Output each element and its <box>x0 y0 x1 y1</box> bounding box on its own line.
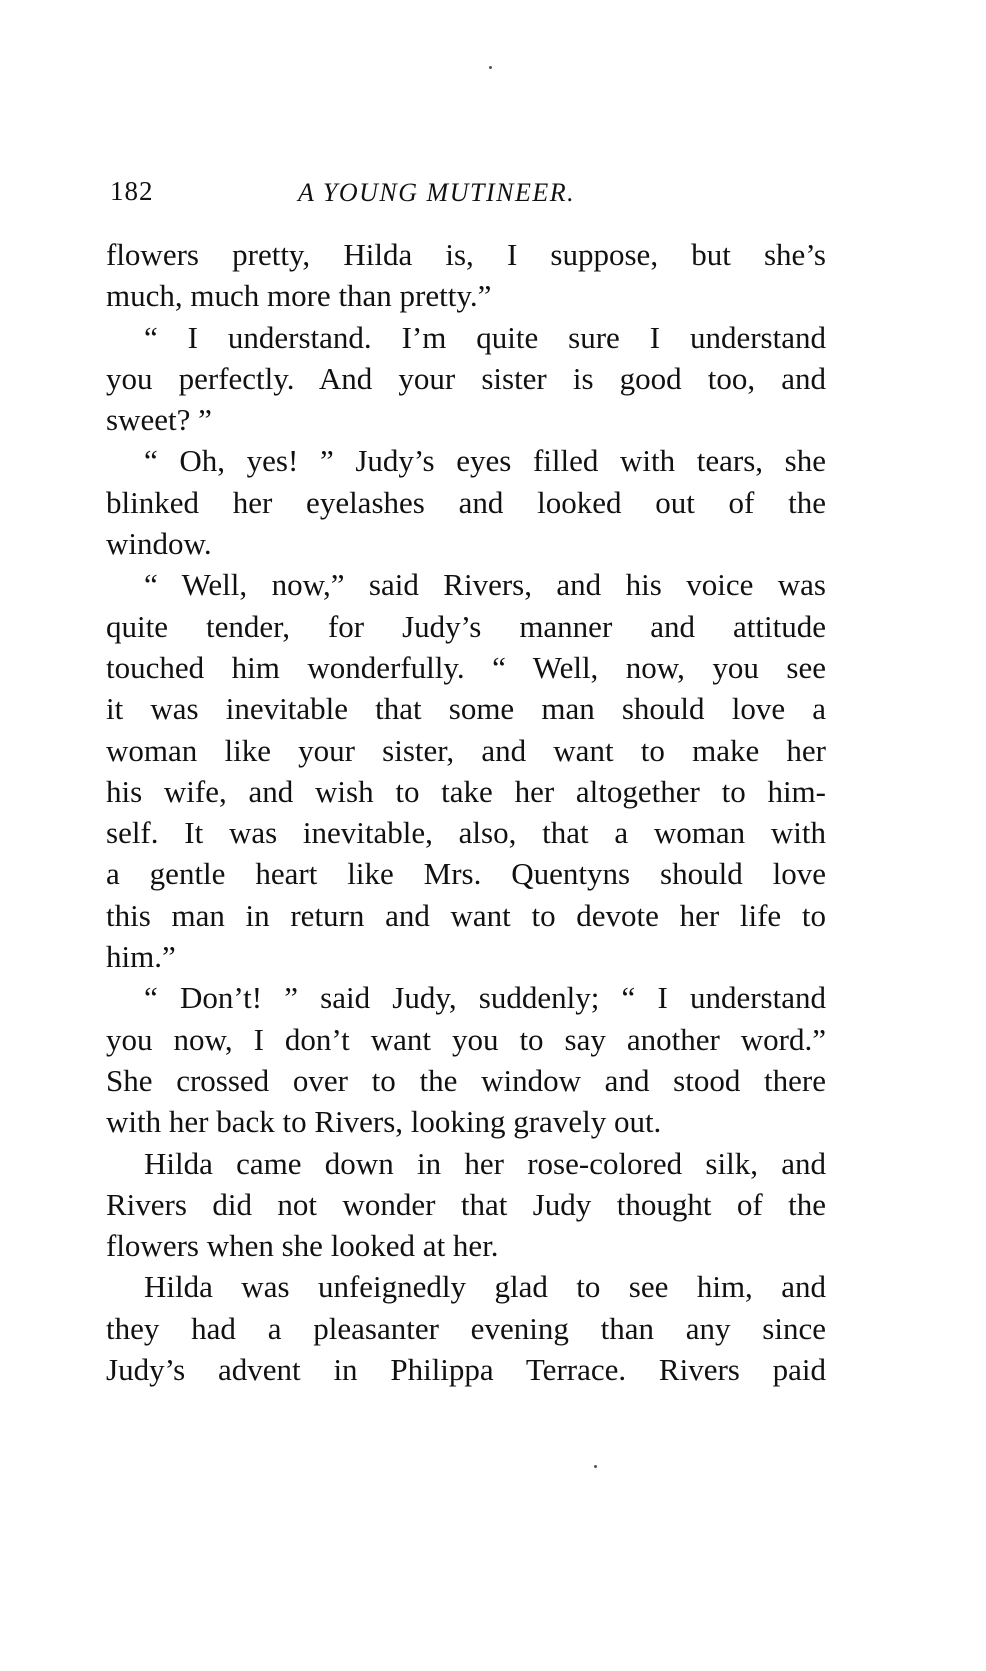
text-line: Judy’s advent in Philippa Terrace. Rivers paid <box>106 1352 826 1388</box>
text-line: this man in return and want to devote her life to <box>106 897 826 933</box>
text-line: it was inevitable that some man should love a <box>106 691 826 727</box>
text-line: window. <box>106 526 212 562</box>
text-line: Hilda was unfeignedly glad to see him, and <box>144 1269 826 1305</box>
text-line: Hilda came down in her rose-colored silk, and <box>144 1145 826 1181</box>
text-line: woman like your sister, and want to make her <box>106 732 826 768</box>
text-line: self. It was inevitable, also, that a woman with <box>106 815 826 851</box>
text-line: a gentle heart like Mrs. Quentyns should love <box>106 856 826 892</box>
page-number: 182 <box>110 176 154 206</box>
text-line: touched him wonderfully. “ Well, now, you see <box>106 649 826 685</box>
text-line: “ Oh, yes! ” Judy’s eyes filled with tears, she <box>144 443 826 479</box>
text-line: you now, I don’t want you to say another word.” <box>106 1021 826 1057</box>
text-line: Rivers did not wonder that Judy thought of the <box>106 1186 826 1222</box>
text-line: “ Well, now,” said Rivers, and his voice was <box>144 567 826 603</box>
text-line: flowers when she looked at her. <box>106 1228 499 1264</box>
text-line: his wife, and wish to take her altogether to him- <box>106 773 826 809</box>
text-line: him.” <box>106 939 176 975</box>
text-line: much, much more than pretty.” <box>106 278 492 314</box>
ink-speck <box>594 1465 597 1468</box>
text-line: “ I understand. I’m quite sure I understand <box>144 319 826 355</box>
text-line: you perfectly. And your sister is good too, and <box>106 360 826 396</box>
text-line: with her back to Rivers, looking gravely out. <box>106 1104 662 1140</box>
text-line: blinked her eyelashes and looked out of the <box>106 484 826 520</box>
text-line: they had a pleasanter evening than any since <box>106 1310 826 1346</box>
running-header <box>106 176 866 216</box>
text-line: sweet? ” <box>106 402 212 438</box>
text-line: flowers pretty, Hilda is, I suppose, but she’s <box>106 237 826 272</box>
ink-speck <box>489 66 492 69</box>
running-title: A YOUNG MUTINEER. <box>298 178 576 207</box>
text-line: She crossed over to the window and stood there <box>106 1062 826 1098</box>
text-line: “ Don’t! ” said Judy, suddenly; “ I understand <box>144 980 826 1016</box>
text-line: quite tender, for Judy’s manner and attitude <box>106 608 826 644</box>
body-text <box>106 234 826 1390</box>
